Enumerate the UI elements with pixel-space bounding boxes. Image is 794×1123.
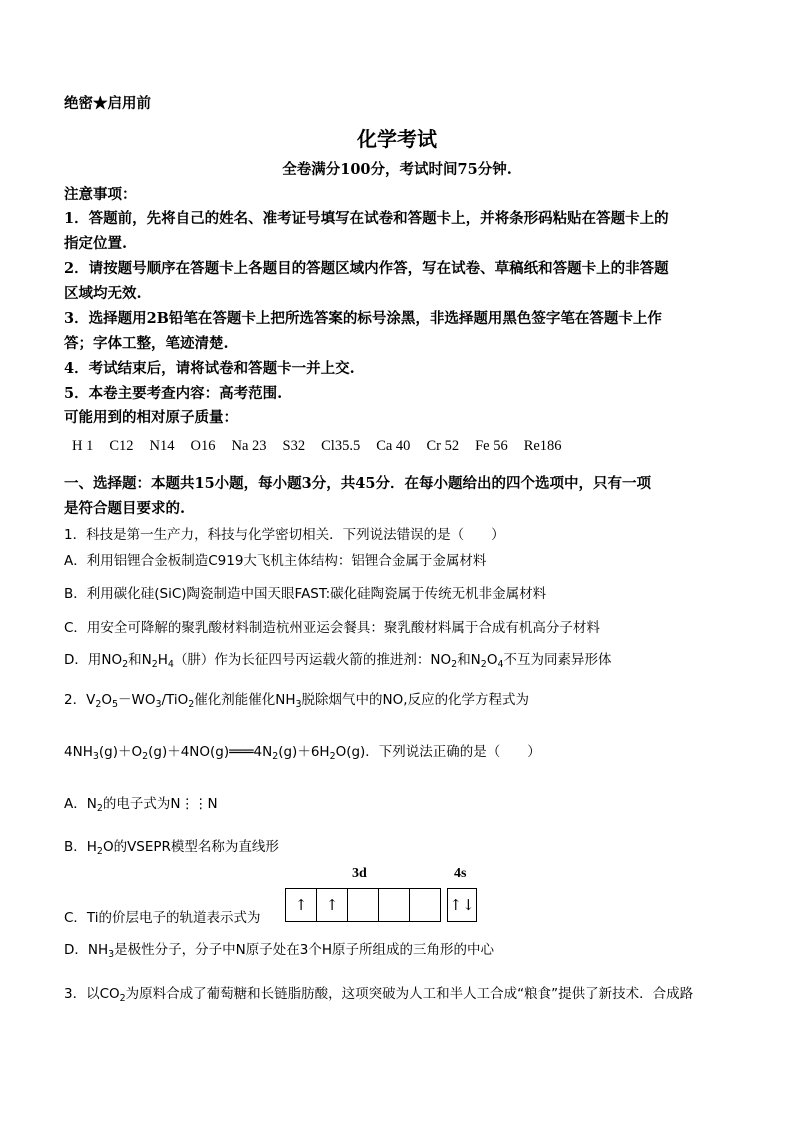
mass-item: N14 [149,438,175,454]
note-2-line-1: 2．请按题号顺序在答题卡上各题目的答题区域内作答，写在试卷、草稿纸和答题卡上的非答题 [64,260,669,277]
text-run: 的电子式为N⋮⋮N [102,796,218,812]
mass-item: Na 23 [231,438,267,454]
page-title: 化学考试 [357,127,437,151]
q1-option-b: B．利用碳化硅(SiC)陶瓷制造中国天眼FAST:碳化硅陶瓷属于传统无机非金属材料 [64,586,547,602]
subscript: 2 [96,803,103,814]
mass-item: Cl35.5 [321,438,361,454]
orbital-diagram [282,866,512,926]
q2-option-b [64,835,279,855]
mass-item: O16 [190,438,216,454]
text-run: O的VSEPR模型名称为直线形 [102,839,279,855]
q2-option-d [64,938,494,958]
mass-item: Fe 56 [475,438,508,454]
secret-label: 绝密★启用前 [64,95,151,112]
q3-stem [64,982,693,1002]
text-run: 和N [457,652,481,668]
mass-item: Re186 [523,438,562,454]
subscript: 2 [188,699,195,710]
q1-option-a: A．利用铝锂合金板制造C919大飞机主体结构：铝锂合金属于金属材料 [64,553,487,569]
text-run: 为原料合成了葡萄糖和长链脂肪酸，这项突破为人工和半人工合成“粮食”提供了新技术．合成路 [125,986,694,1002]
exam-subtitle: 全卷满分100分，考试时间75分钟. [282,161,512,178]
text-run: A．N [64,796,97,812]
orbital-box: ↑ [317,889,348,921]
subscript: 2 [272,751,279,762]
orbital-4s-box: ↑↓ [447,888,477,922]
subscript: 3 [108,949,115,960]
mass-item: H 1 [72,438,94,454]
note-3-line-2: 答；字体工整，笔迹清楚. [64,335,229,352]
note-1-line-2: 指定位置. [64,235,128,252]
subscript: 2 [329,751,336,762]
orbital-4s-label: 4s [454,866,467,881]
orbital-box: ↑ [286,889,317,921]
text-run: (g)＋O [98,744,143,760]
subscript: 3 [92,751,99,762]
text-run: O(g)．下列说法正确的是（ ） [335,744,541,760]
subscript: 2 [142,751,149,762]
text-run: 不互为同素异形体 [503,652,612,668]
note-2-line-2: 区域均无效. [64,285,142,302]
text-run: D．NH [64,942,109,958]
orbital-3d-boxes [285,888,441,922]
text-run: (g)＋4NO(g)═══4N [148,744,273,760]
text-run: B．H [64,839,97,855]
orbital-box [348,889,379,921]
text-run: /TiO [161,692,189,708]
mass-item: S32 [282,438,306,454]
subscript: 2 [451,659,458,670]
text-run: 4NH [64,744,93,760]
notes-heading: 注意事项： [64,186,137,203]
note-5: 5．本卷主要考查内容：高考范围. [64,385,283,402]
orbital-box [410,889,440,921]
subscript: 4 [167,659,174,670]
note-3-line-1: 3．选择题用2B铅笔在答题卡上把所选答案的标号涂黑，非选择题用黑色签字笔在答题卡上作 [64,310,662,327]
text-run: 是极性分子，分子中N原子处在3个H原子所组成的三角形的中心 [114,942,495,958]
text-run: H [157,652,168,668]
q2-stem [64,688,529,708]
mass-item: Cr 52 [426,438,460,454]
q2-equation [64,740,541,760]
subscript: 4 [497,659,504,670]
subscript: 2 [119,993,126,1004]
masses-heading: 可能用到的相对原子质量： [64,409,238,426]
q1-stem: 1．科技是第一生产力，科技与化学密切相关．下列说法错误的是（ ） [64,527,505,543]
text-run: （肼）作为长征四号丙运载火箭的推进剂：NO [173,652,452,668]
text-run: －WO [118,692,156,708]
section-1-heading-line-2: 是符合题目要求的. [64,500,186,517]
mass-item: C12 [109,438,134,454]
subscript: 3 [155,699,162,710]
note-1-line-1: 1．答题前，先将自己的姓名、准考证号填写在试卷和答题卡上，并将条形码粘贴在答题卡上的 [64,210,669,227]
q2-option-a [64,792,218,812]
subscript: 5 [111,699,118,710]
text-run: 脱除烟气中的NO,反应的化学方程式为 [301,692,530,708]
orbital-box [379,889,410,921]
orbital-3d-label: 3d [352,866,367,881]
text-run: 催化剂能催化NH [194,692,296,708]
text-run: 3．以CO [64,986,120,1002]
text-run: O [101,692,112,708]
q1-option-c: C．用安全可降解的聚乳酸材料制造杭州亚运会餐具：聚乳酸材料属于合成有机高分子材料 [64,620,600,636]
subscript: 2 [122,659,129,670]
q2-option-c: C．Ti的价层电子的轨道表示式为 [64,910,261,926]
text-run: (g)＋6H [278,744,330,760]
subscript: 2 [96,846,103,857]
atomic-masses-list [72,438,578,455]
mass-item: Ca 40 [376,438,411,454]
note-4: 4．考试结束后，请将试卷和答题卡一并上交. [64,360,355,377]
subscript: 2 [95,699,102,710]
section-1-heading-line-1: 一、选择题：本题共15小题，每小题3分，共45分．在每小题给出的四个选项中，只有一项 [64,475,651,492]
q1-option-d [64,648,611,668]
text-run: 2．V [64,692,96,708]
subscript: 2 [151,659,158,670]
text-run: 和N [128,652,152,668]
subscript: 3 [295,699,302,710]
subscript: 2 [480,659,487,670]
text-run: D．用NO [64,652,123,668]
text-run: O [486,652,498,668]
